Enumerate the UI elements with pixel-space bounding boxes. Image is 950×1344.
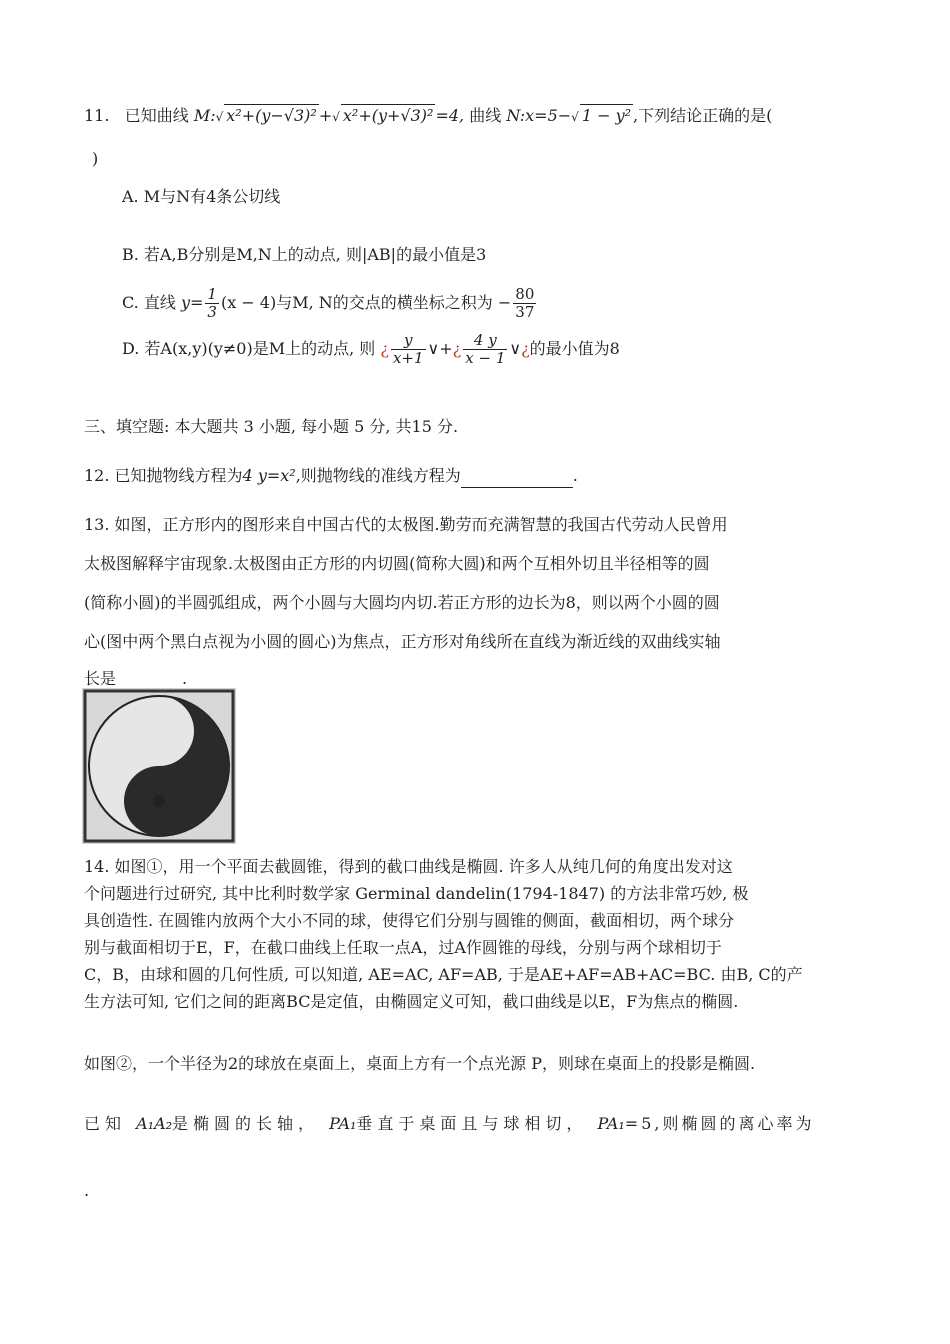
opt-c-prefix: C. 直线	[122, 293, 176, 312]
n-expr-part1: :x=5−	[519, 106, 572, 125]
garbled-char: ¿	[380, 339, 389, 358]
q11-text-c: ,下列结论正确的是(	[633, 106, 773, 125]
q14-line5: C，B，由球和圆的几何性质, 可以知道, AE=AC, AF=AB, 于是AE+AF=AB+AC=BC. 由B, C的产	[84, 965, 803, 984]
frac-den: x − 1	[465, 349, 506, 367]
frac-num: y	[391, 332, 426, 350]
fraction-one-third	[205, 286, 219, 321]
m-expr-part1: x²+(y−	[226, 106, 284, 125]
frac-den: x+1	[392, 349, 424, 367]
q14-para2: 如图②，一个半径为2的球放在桌面上，桌面上方有一个点光源 P，则球在桌面上的投影是椭圆.	[84, 1054, 756, 1073]
q14-line1: 14. 如图①，用一个平面去截圆锥，得到的截口曲线是椭圆. 许多人从纯几何的角度出发对这	[84, 857, 733, 876]
fraction-y-x1	[391, 332, 426, 367]
q11-number: 11.	[84, 106, 110, 125]
m-expr-plus: +	[318, 106, 333, 125]
q12-prefix: 12. 已知抛物线方程为	[84, 466, 243, 485]
q13-line1: 13. 如图，正方形内的图形来自中国古代的太极图.勤劳而充满智慧的我国古代劳动人民曾用	[84, 515, 728, 534]
frac-num: 4 y	[463, 332, 507, 350]
q13-line4: 心(图中两个黑白点视为小圆的圆心)为焦点，正方形对角线所在直线为渐近线的双曲线实轴	[84, 632, 721, 651]
opt-d-mid: ∨+	[427, 339, 453, 358]
curve-n-label: N	[506, 106, 520, 125]
q14-line2: 个问题进行过研究, 其中比利时数学家 Germinal dandelin(1794-1847) 的方法非常巧妙, 极	[84, 884, 749, 903]
q14-p3-mid1: 是椭圆的长轴，	[172, 1114, 320, 1133]
section-3-heading: 三、填空题: 本大题共 3 小题, 每小题 5 分, 共15 分.	[84, 417, 459, 436]
q14-pa1-second: PA₁	[597, 1114, 625, 1133]
n-expr-radicand: 1 − y²	[581, 106, 632, 125]
fraction-4y-x1	[463, 332, 507, 367]
q14-para3	[84, 1113, 814, 1135]
q11-text: 已知曲线	[124, 106, 189, 125]
q13-l5-end: .	[182, 669, 188, 688]
q13-l5-text: 长是	[84, 669, 117, 688]
m-expr-part4: )²	[420, 106, 434, 125]
q14-line4: 别与截面相切于E，F，在截口曲线上任取一点A，过A作圆锥的母线，分别与两个球相切于	[84, 938, 722, 957]
q11-text-b: 曲线	[469, 106, 502, 125]
q11-line1: 11. 已知曲线 M:√ x²+(y−√3)² +√ x²+(y+√3)² =4, 曲线 N:x=5−√ 1 − y² ,下列结论正确的是(	[84, 106, 773, 125]
q12-line	[84, 465, 578, 488]
q11-option-d	[122, 330, 620, 368]
opt-d-mid2: ∨	[509, 339, 522, 358]
q12-equation: 4 y=x²	[242, 466, 296, 485]
q14-p3-prefix: 已知	[84, 1114, 127, 1133]
q11-option-c	[122, 284, 538, 322]
answer-blank	[461, 465, 573, 488]
garbled-char: ¿	[521, 339, 530, 358]
m-expr-part3: x²+(y+	[342, 106, 401, 125]
q14-para4: .	[84, 1181, 90, 1200]
frac-num: 80	[515, 285, 535, 303]
fraction-80-37	[513, 286, 536, 321]
q14-p3-mid2: 垂直于桌面且与球相切，	[356, 1114, 588, 1133]
q11-paren-close: )	[92, 149, 99, 168]
opt-d-post: 的最小值为8	[529, 339, 620, 358]
curve-m-label: M	[193, 106, 211, 125]
q12-post: ,则抛物线的准线方程为	[295, 466, 461, 485]
frac-den: 3	[207, 303, 217, 321]
frac-den: 37	[515, 303, 535, 321]
m-expr-sqrt3a: √3	[283, 106, 305, 125]
q13-line2: 太极图解释宇宙现象.太极图由正方形的内切圆(简称大圆)和两个互相外切且半径相等的圆	[84, 554, 710, 573]
q11-option-a: A. M与N有4条公切线	[122, 187, 281, 206]
opt-c-y: y=	[180, 293, 204, 312]
m-expr-sqrt3b: √3	[400, 106, 421, 125]
q13-line3: (简称小圆)的半圆弧组成，两个小圆与大圆均内切.若正方形的边长为8，则以两个小圆的圆	[84, 593, 720, 612]
q14-p3-post: =5,则椭圆的离心率为	[624, 1114, 815, 1133]
opt-c-mid: (x − 4)与M, N的交点的横坐标之积为 −	[220, 293, 512, 312]
q14-line6: 生方法可知, 它们之间的距离BC是定值，由椭圆定义可知，截口曲线是以E，F为焦点的椭圆.	[84, 992, 739, 1011]
garbled-char: ¿	[452, 339, 462, 358]
frac-num: 1	[207, 285, 217, 303]
q12-end: .	[572, 466, 578, 485]
yin-yang-icon	[82, 688, 236, 844]
opt-d-prefix: D. 若A(x,y)(y≠0)是M上的动点, 则	[122, 339, 376, 358]
q14-a1a2: A₁A₂	[136, 1114, 173, 1133]
m-expr-equals: =4,	[435, 106, 465, 125]
q14-pa1-first: PA₁	[329, 1114, 357, 1133]
q11-option-b: B. 若A,B分别是M,N上的动点, 则|AB|的最小值是3	[122, 245, 487, 264]
m-expr-part2: )²	[304, 106, 317, 125]
q14-line3: 具创造性. 在圆锥内放两个大小不同的球，使得它们分别与圆锥的侧面，截面相切，两个球分	[84, 911, 735, 930]
m-expr-colon: :	[210, 106, 216, 125]
